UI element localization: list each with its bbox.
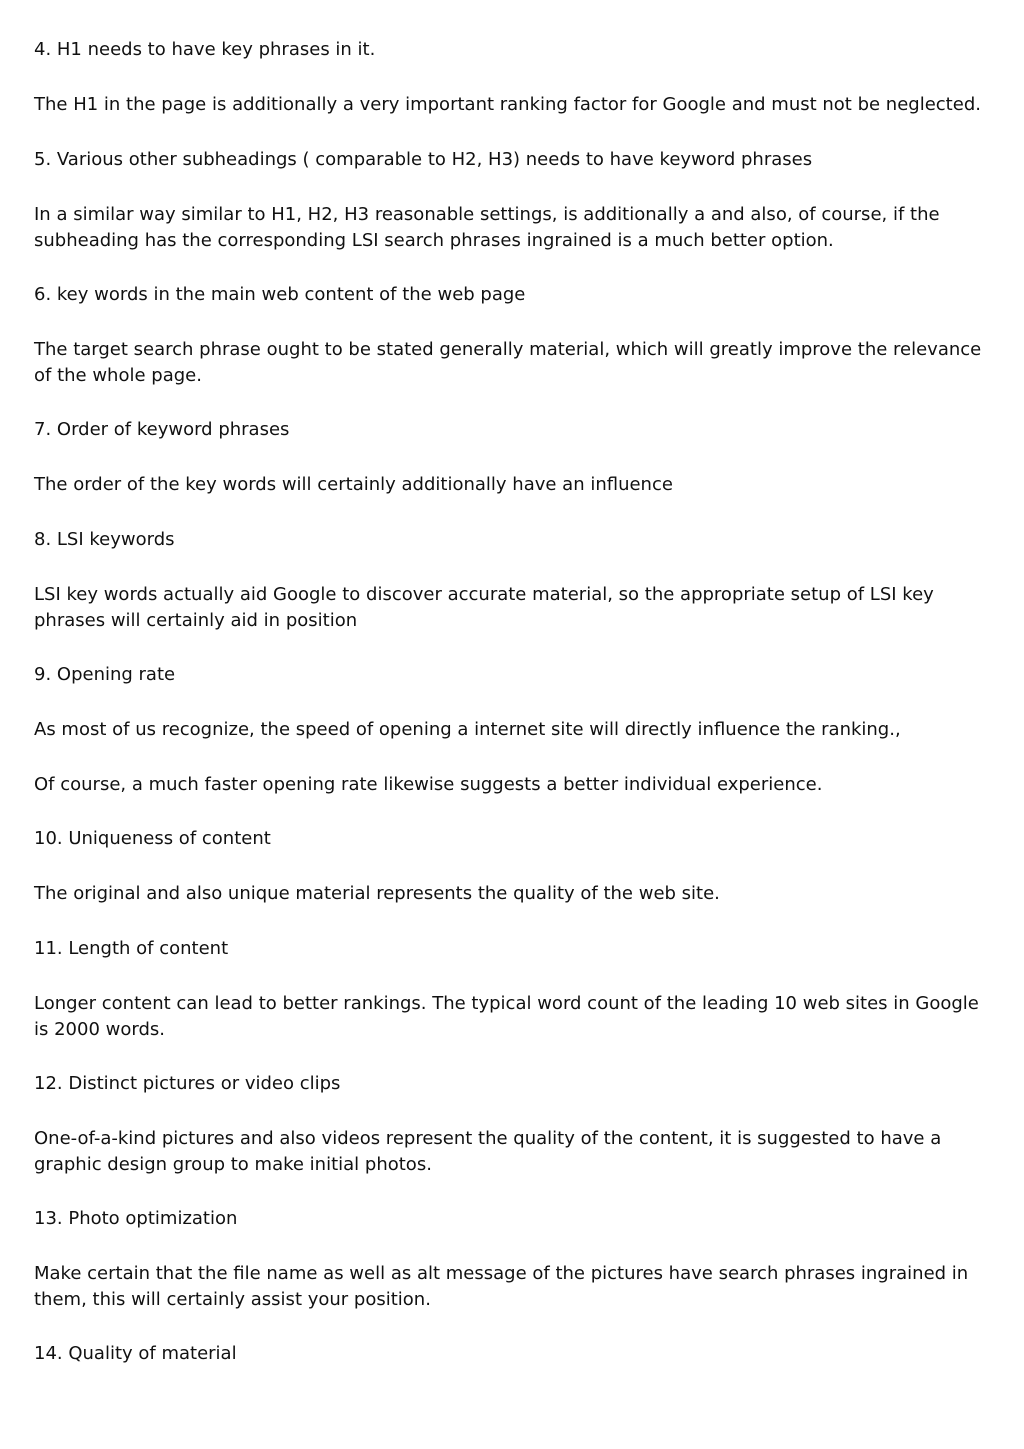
body-paragraph: One-of-a-kind pictures and also videos represent the quality of the content, it is suggested to have a graphic design group to make initial photos. xyxy=(34,1128,942,1175)
list-heading-6: 6. key words in the main web content of the web page xyxy=(34,284,526,305)
body-paragraph: Longer content can lead to better rankings. The typical word count of the leading 10 web sites in Google is 2000 words. xyxy=(34,993,979,1040)
body-paragraph: In a similar way similar to H1, H2, H3 reasonable settings, is additionally a and also, of course, if the subheading has the corresponding LSI search phrases ingrained is a much better option. xyxy=(34,204,940,251)
body-paragraph: Of course, a much faster opening rate likewise suggests a better individual experience. xyxy=(34,774,823,795)
body-paragraph: The H1 in the page is additionally a very important ranking factor for Google and must not be neglected. xyxy=(34,94,981,115)
list-heading-12: 12. Distinct pictures or video clips xyxy=(34,1073,341,1094)
body-paragraph: Make certain that the file name as well as alt message of the pictures have search phrases ingrained in them, this will certainly assist your position. xyxy=(34,1263,969,1310)
list-heading-14: 14. Quality of material xyxy=(34,1343,237,1364)
body-paragraph: LSI key words actually aid Google to discover accurate material, so the appropriate setup of LSI key phrases will certainly aid in position xyxy=(34,584,934,631)
body-paragraph: As most of us recognize, the speed of opening a internet site will directly influence the ranking., xyxy=(34,719,901,740)
body-paragraph: The order of the key words will certainly additionally have an influence xyxy=(34,474,673,495)
list-heading-4: 4. H1 needs to have key phrases in it. xyxy=(34,39,376,60)
list-heading-10: 10. Uniqueness of content xyxy=(34,828,271,849)
list-heading-9: 9. Opening rate xyxy=(34,664,176,685)
list-heading-11: 11. Length of content xyxy=(34,938,229,959)
list-heading-5: 5. Various other subheadings ( comparable to H2, H3) needs to have keyword phrases xyxy=(34,149,813,170)
list-heading-13: 13. Photo optimization xyxy=(34,1208,238,1229)
list-heading-8: 8. LSI keywords xyxy=(34,529,175,550)
body-paragraph: The target search phrase ought to be stated generally material, which will greatly improve the relevance of the whole page. xyxy=(34,339,982,386)
body-paragraph: The original and also unique material represents the quality of the web site. xyxy=(34,883,720,904)
list-heading-7: 7. Order of keyword phrases xyxy=(34,419,290,440)
